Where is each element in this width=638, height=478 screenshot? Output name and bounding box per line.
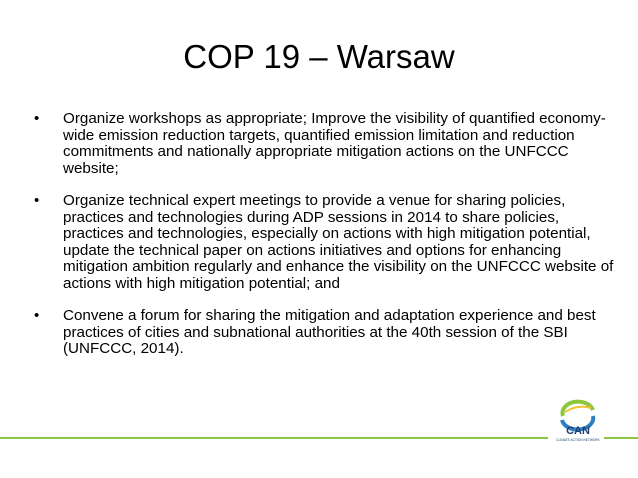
bullet-marker: • xyxy=(34,110,40,127)
bullet-text: Organize technical expert meetings to provide a venue for sharing policies, practices and technologies during ADP sessions in 2014 to share policies, practices and technologies, especially on actions with high mitigation potential, update the technical paper on actions initiatives and options for enhancing mitigation ambition regularly and enhance the visibility on the UNFCCC website of actions with high mitigation potential; and xyxy=(63,192,614,292)
bullet-text: Organize workshops as appropriate; Improve the visibility of quantified economy-wide emission reduction targets, quantified emission limitation and reduction commitments and nationally appropriate mitigation actions on the UNFCCC website; xyxy=(63,110,606,177)
bullet-marker: • xyxy=(34,192,40,209)
bullet-item xyxy=(34,308,614,358)
bullet-item xyxy=(34,193,614,292)
logo-wordmark: CAN xyxy=(566,425,590,437)
can-logo xyxy=(553,396,603,444)
logo-tagline: CLIMATE ACTION NETWORK xyxy=(556,438,600,442)
bullet-marker: • xyxy=(34,307,40,324)
bullet-item xyxy=(34,111,614,177)
bullet-text: Convene a forum for sharing the mitigation and adaptation experience and best practices of cities and subnational authorities at the 40th session of the SBI (UNFCCC, 2014). xyxy=(63,307,596,357)
footer-divider xyxy=(0,437,638,439)
bullet-list xyxy=(34,111,614,358)
slide-title: COP 19 – Warsaw xyxy=(183,38,455,75)
